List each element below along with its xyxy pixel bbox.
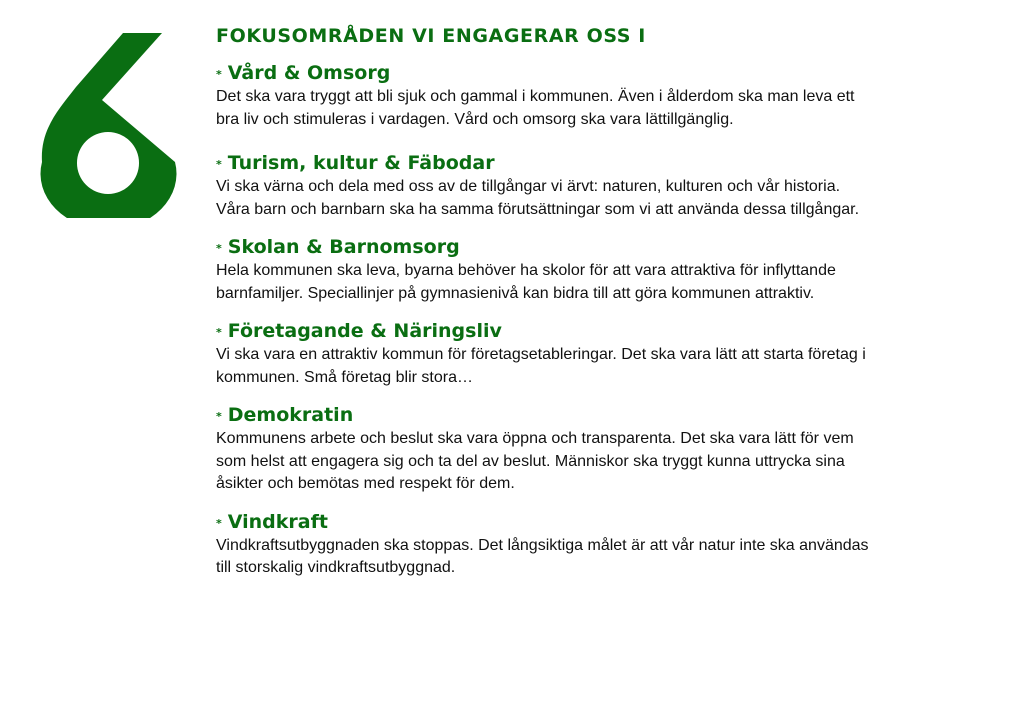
body-line: Vindkraftsutbyggnaden ska stoppas. Det långsiktiga målet är att vår natur inte ska användas [216, 536, 869, 554]
bullet-star: * [216, 68, 222, 81]
section-heading [216, 150, 1006, 176]
section-heading-text: Vindkraft [227, 510, 328, 533]
section-heading-text: Företagande & Näringsliv [227, 320, 502, 342]
page-title: FOKUSOMRÅDEN VI ENGAGERAR OSS I [216, 25, 646, 47]
section-vard-omsorg [216, 60, 1006, 131]
section-demokratin [216, 402, 1006, 496]
body-line: som helst att engagera sig och ta del av beslut. Människor ska tryggt kunna uttrycka sina [216, 452, 845, 470]
section-heading [216, 318, 1006, 344]
bullet-star: * [216, 242, 222, 255]
number-six-graphic [40, 30, 180, 218]
body-line: Vi ska vara en attraktiv kommun för företagsetableringar. Det ska vara lätt att starta företag i [216, 346, 866, 363]
section-body [216, 260, 1006, 305]
section-heading-text: Skolan & Barnomsorg [227, 236, 460, 258]
section-heading [216, 60, 1006, 86]
section-skolan-barnomsorg [216, 234, 1006, 305]
body-line: bra liv och stimuleras i vardagen. Vård och omsorg ska vara lättillgänglig. [216, 110, 734, 128]
bullet-star: * [216, 410, 222, 423]
bullet-star: * [216, 158, 222, 171]
section-vindkraft [216, 509, 1006, 580]
section-body [216, 176, 1006, 221]
section-heading [216, 402, 1006, 428]
section-turism-kultur [216, 150, 1006, 221]
section-body [216, 535, 1006, 580]
body-line: åsikter och bemötas med respekt för dem. [216, 475, 515, 492]
bullet-star: * [216, 516, 222, 530]
section-heading-text: Vård & Omsorg [227, 62, 391, 84]
big-number-six [40, 30, 180, 218]
section-body [216, 428, 1006, 496]
section-foretagande-naringsliv [216, 318, 1006, 389]
body-line: Vi ska värna och dela med oss av de tillgångar vi ärvt: naturen, kulturen och vår historia. [216, 178, 841, 195]
bullet-star: * [216, 326, 222, 339]
section-heading [216, 509, 1006, 535]
section-heading-text: Turism, kultur & Fäbodar [227, 152, 495, 174]
body-line: Våra barn och barnbarn ska ha samma förutsättningar som vi att använda dessa tillgångar. [216, 200, 860, 218]
section-heading [216, 234, 1006, 260]
focus-areas-content [216, 22, 1006, 580]
section-body [216, 344, 1006, 389]
body-line: Det ska vara tryggt att bli sjuk och gammal i kommunen. Även i ålderdom ska man leva ett [216, 88, 855, 105]
body-line: kommunen. Små företag blir stora… [216, 368, 473, 386]
body-line: Kommunens arbete och beslut ska vara öppna och transparenta. Det ska vara lätt för vem [216, 430, 854, 447]
body-line: Hela kommunen ska leva, byarna behöver ha skolor för att vara attraktiva för inflyttande [216, 262, 836, 279]
section-body [216, 86, 1006, 131]
body-line: barnfamiljer. Speciallinjer på gymnasienivå kan bidra till att göra kommunen attraktiv. [216, 284, 815, 302]
section-heading-text: Demokratin [227, 404, 354, 426]
body-line: till storskalig vindkraftsutbyggnad. [216, 559, 456, 576]
